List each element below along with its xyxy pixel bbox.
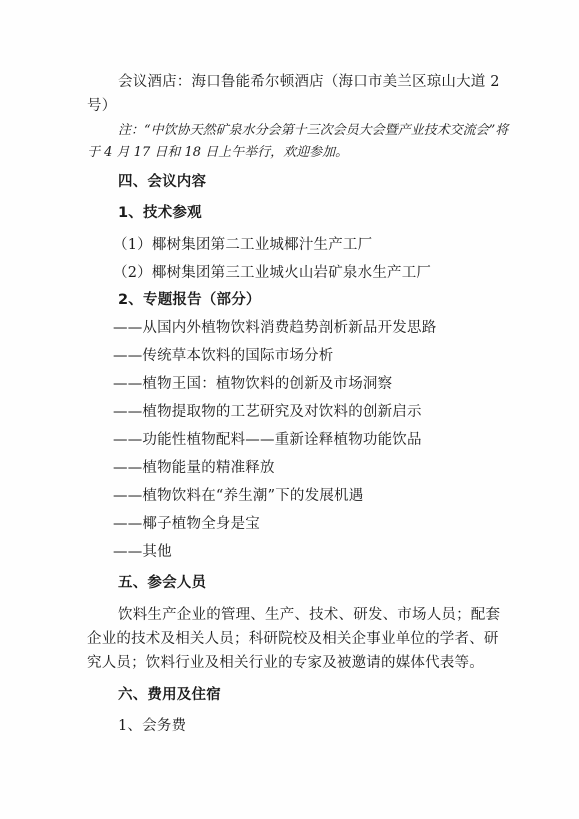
venue-line-2: 号） [87,98,117,114]
report-item-5: ——功能性植物配料——重新诠释植物功能饮品 [113,432,422,448]
report-item-7: ——植物饮料在“养生潮”下的发展机遇 [113,488,364,504]
section-4-title: 四、会议内容 [118,174,207,190]
note-line-2: 于 4 月 17 日和 18 日上午举行，欢迎参加。 [87,145,349,160]
venue-line-1: 会议酒店：海口鲁能希尔顿酒店（海口市美兰区琼山大道 2 [118,74,500,90]
note-line-1: 注：“中饮协天然矿泉水分会第十三次会员大会暨产业技术交流会”将 [118,123,509,138]
section-6-title: 六、费用及住宿 [118,687,221,703]
attendees-line-3: 究人员；饮料行业及相关行业的专家及被邀请的媒体代表等。 [87,655,484,671]
attendees-line-1: 饮料生产企业的管理、生产、技术、研发、市场人员；配套 [118,607,501,623]
tour-item-1: （1）椰树集团第二工业城椰汁生产工厂 [113,237,373,253]
report-item-1: ——从国内外植物饮料消费趋势剖析新品开发思路 [113,320,437,336]
tour-item-2: （2）椰树集团第三工业城火山岩矿泉水生产工厂 [113,265,432,281]
section-5-title: 五、参会人员 [118,575,207,591]
report-item-8: ——椰子植物全身是宝 [113,516,260,532]
report-item-3: ——植物王国：植物饮料的创新及市场洞察 [113,376,393,392]
section-4-2-title: 2、专题报告（部分） [118,292,261,308]
report-item-4: ——植物提取物的工艺研究及对饮料的创新启示 [113,404,422,420]
report-item-2: ——传统草本饮料的国际市场分析 [113,348,334,364]
report-item-9: ——其他 [113,544,172,560]
section-6-1-title: 1、会务费 [118,718,187,734]
section-4-1-title: 1、技术参观 [118,205,202,221]
report-item-6: ——植物能量的精准释放 [113,460,275,476]
attendees-line-2: 企业的技术及相关人员；科研院校及相关企事业单位的学者、研 [87,631,499,647]
